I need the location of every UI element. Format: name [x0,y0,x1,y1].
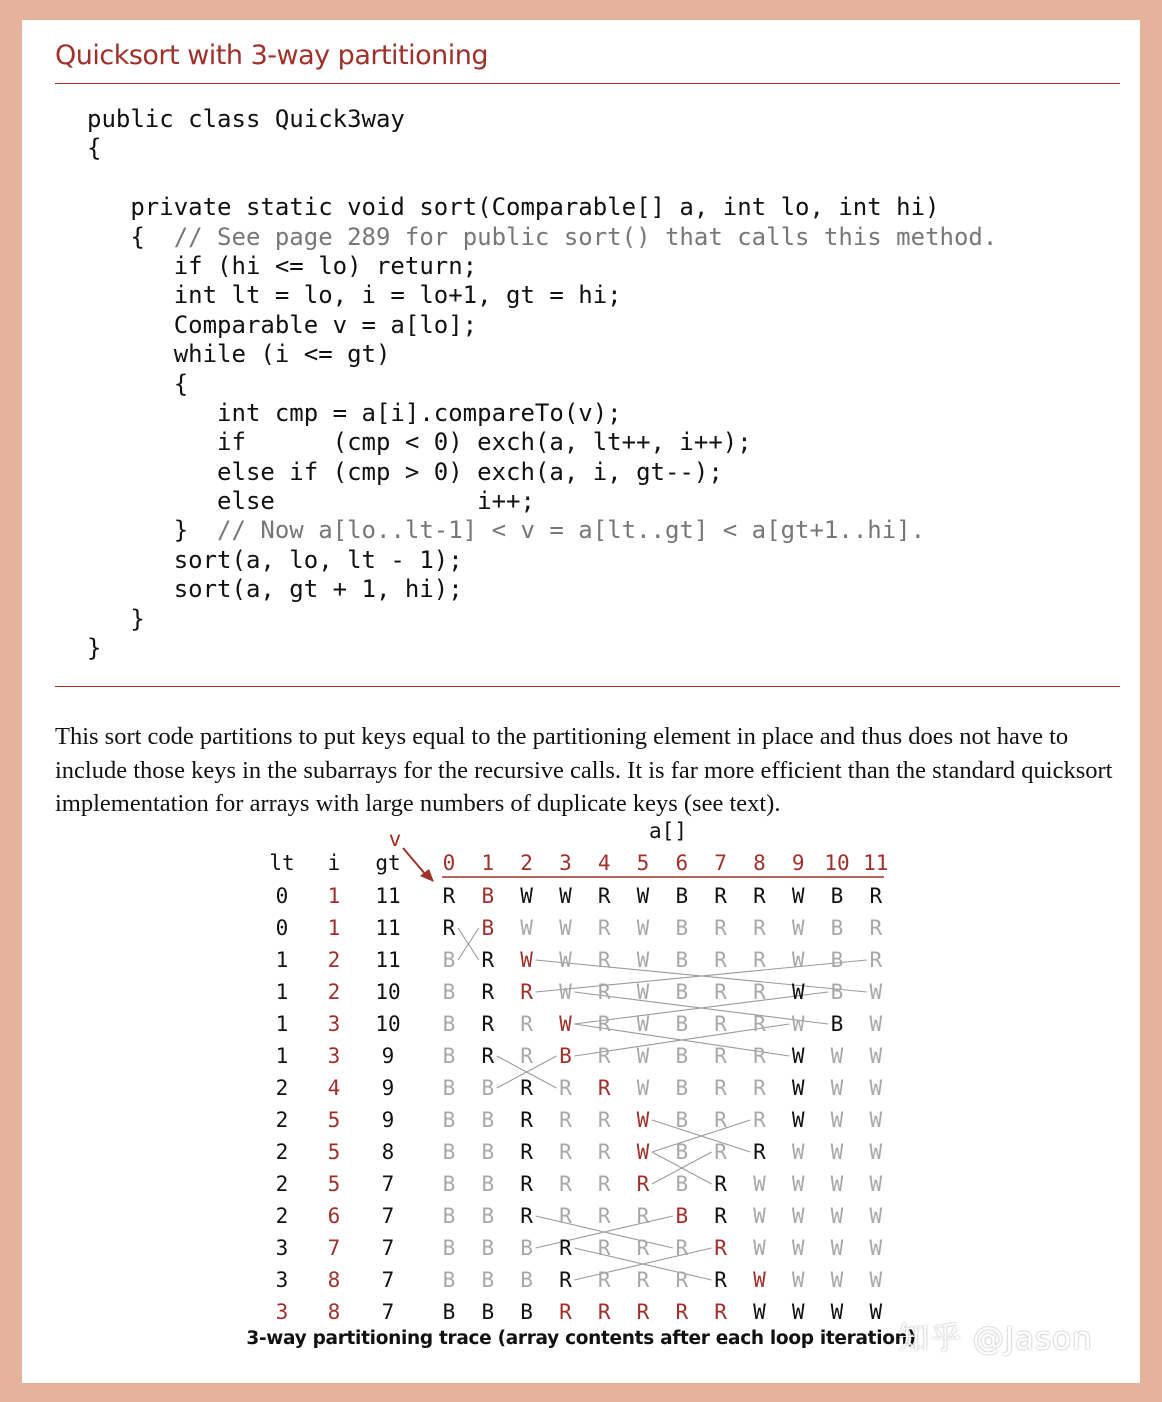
array-entry: R [559,1108,572,1132]
array-entry: B [520,1268,533,1292]
gt-value: 11 [375,916,401,940]
array-entry: R [714,980,727,1004]
array-entry: B [481,1076,495,1100]
array-entry: R [520,1076,533,1100]
i-value: 6 [327,1204,341,1228]
array-entry: B [481,1108,495,1132]
array-entry: R [869,916,883,940]
array-entry: W [791,1044,805,1068]
array-entry: B [442,948,456,972]
array-entry: R [714,1300,727,1324]
array-entry: W [869,1012,883,1036]
code-text: if (cmp < 0) exch(a, lt++, i++); [87,428,752,457]
lt-value: 2 [275,1204,289,1228]
lt-value: 3 [275,1268,289,1292]
array-entry: R [520,1108,533,1132]
array-entry: W [636,884,650,908]
i-value: 1 [327,884,341,908]
array-entry: R [753,884,766,908]
array-entry: W [869,1172,883,1196]
lt-value: 2 [275,1108,289,1132]
code-text: sort(a, gt + 1, hi); [87,575,463,604]
array-entry: W [830,1236,844,1260]
array-entry: B [442,1204,456,1228]
array-entry: W [753,1268,766,1292]
lt-value: 1 [275,1012,289,1036]
lt-value: 0 [275,916,289,940]
header-i: i [327,851,341,875]
gt-value: 7 [381,1172,395,1196]
array-entry: W [791,948,805,972]
array-entry: W [830,1268,844,1292]
array-entry: B [481,1172,495,1196]
array-entry: B [675,980,689,1004]
i-value: 5 [327,1172,341,1196]
code-text: public class Quick3way [87,105,405,133]
array-entry: R [714,1204,727,1228]
array-entry: R [481,1044,495,1068]
array-entry: B [442,1108,456,1132]
array-entry: W [520,884,533,908]
array-entry: W [559,884,572,908]
array-entry: B [520,1300,533,1324]
array-entry: W [636,1108,650,1132]
gt-value: 9 [381,1044,395,1068]
array-entry: R [597,1300,611,1324]
array-entry: B [442,1076,456,1100]
array-entry: B [481,1204,495,1228]
lt-value: 1 [275,1044,289,1068]
header-gt: gt [375,851,401,875]
array-entry: R [636,1204,650,1228]
array-entry: W [791,1300,805,1324]
array-entry: B [830,980,844,1004]
code-comment: // See page 289 for public sort() that calls this method. [173,222,998,251]
array-entry: W [830,1300,844,1324]
array-entry: W [830,1140,844,1164]
array-entry: W [791,980,805,1004]
array-entry: W [559,1012,572,1036]
code-text: } [87,604,145,633]
code-text: { [87,369,189,398]
array-entry: B [442,1236,456,1260]
array-entry: R [714,1108,727,1132]
code-text: } [87,634,102,663]
array-entry: B [559,1044,572,1068]
i-value: 3 [327,1044,341,1068]
v-label: v [388,827,402,851]
array-entry: W [636,1012,650,1036]
lt-value: 1 [275,948,289,972]
array-entry: R [636,1172,650,1196]
array-entry: R [559,1204,572,1228]
header-lt: lt [269,851,295,875]
array-entry: R [559,1300,572,1324]
index-label: 4 [597,851,611,875]
array-entry: B [675,1172,689,1196]
array-entry: R [714,1236,727,1260]
gt-value: 9 [381,1076,395,1100]
array-entry: W [869,1300,883,1324]
v-arrow [403,848,426,875]
array-entry: B [442,1172,456,1196]
i-value: 7 [327,1236,341,1260]
figure-page [22,20,1140,1383]
array-entry: R [597,1204,611,1228]
array-entry: R [636,1300,650,1324]
array-entry: R [714,1012,727,1036]
array-entry: R [753,1076,766,1100]
array-entry: B [481,1236,495,1260]
array-entry: R [675,1300,689,1324]
array-entry: W [830,1172,844,1196]
array-entry: R [597,980,611,1004]
array-entry: R [597,1236,611,1260]
array-entry: R [597,1268,611,1292]
code-text: Comparable v = a[lo]; [87,310,478,339]
array-entry: R [442,916,456,940]
array-entry: R [753,980,766,1004]
array-entry: W [869,1076,883,1100]
i-value: 8 [327,1300,341,1324]
gt-value: 10 [375,980,401,1004]
array-entry: W [753,1172,766,1196]
array-entry: R [481,948,495,972]
index-label: 1 [481,851,495,875]
array-entry: R [714,948,727,972]
i-value: 5 [327,1108,341,1132]
array-entry: W [753,1204,766,1228]
array-entry: R [714,1268,727,1292]
array-entry: B [675,916,689,940]
i-value: 3 [327,1012,341,1036]
array-entry: W [559,980,572,1004]
description: This sort code partitions to put keys equal to the partitioning element in place and thus does not have to include those keys in the subarrays for the recursive calls. It is far more efficient than the standard quicksort implementation for arrays with large numbers of duplicate keys (see text). [55,723,1113,817]
array-entry: R [597,1012,611,1036]
index-label: 2 [520,851,533,875]
array-entry: R [559,1140,572,1164]
i-value: 2 [327,980,341,1004]
array-entry: R [753,1140,766,1164]
array-entry: R [714,1044,727,1068]
array-entry: B [481,916,495,940]
array-entry: R [636,1236,650,1260]
code-text: int lt = lo, i = lo+1, gt = hi; [87,281,622,310]
array-entry: W [869,1236,883,1260]
array-entry: B [442,1044,456,1068]
index-label: 8 [753,851,766,875]
array-entry: B [830,916,844,940]
array-entry: R [714,1172,727,1196]
array-entry: W [791,1236,805,1260]
array-entry: R [597,884,611,908]
array-entry: W [636,916,650,940]
array-entry: W [869,1044,883,1068]
code-text: else if (cmp > 0) exch(a, i, gt--); [87,457,723,486]
array-entry: B [675,1044,689,1068]
array-entry: R [520,1012,533,1036]
array-label: a[] [649,819,687,843]
array-entry: W [636,1140,650,1164]
array-entry: R [714,1140,727,1164]
array-entry: B [830,948,844,972]
index-label: 11 [863,851,889,875]
i-value: 1 [327,916,341,940]
array-entry: R [675,1236,689,1260]
array-entry: W [830,1076,844,1100]
array-entry: R [597,1044,611,1068]
index-label: 10 [824,851,850,875]
array-entry: R [869,884,883,908]
code-text: { [87,222,174,251]
array-entry: W [791,1076,805,1100]
code-text: while (i <= gt) [87,340,391,369]
gt-value: 7 [381,1204,395,1228]
array-entry: R [481,1012,495,1036]
array-entry: B [830,884,844,908]
gt-value: 11 [375,884,401,908]
array-entry: W [791,884,805,908]
array-entry: B [675,1012,689,1036]
array-entry: R [869,948,883,972]
lt-value: 3 [275,1300,289,1324]
array-entry: W [636,1044,650,1068]
array-entry: W [559,948,572,972]
code-text: int cmp = a[i].compareTo(v); [87,398,622,427]
figure-title: Quicksort with 3-way partitioning [55,40,489,71]
array-entry: W [753,1236,766,1260]
array-entry: R [520,980,533,1004]
array-entry: W [636,1076,650,1100]
index-label: 7 [714,851,727,875]
array-entry: R [597,1140,611,1164]
array-entry: W [791,1268,805,1292]
array-entry: B [442,1012,456,1036]
array-entry: R [597,916,611,940]
array-entry: R [559,1268,572,1292]
array-entry: B [675,1108,689,1132]
array-entry: R [559,1076,572,1100]
trace-caption: 3-way partitioning trace (array contents after each loop iteration) [246,1328,916,1349]
array-entry: W [791,1108,805,1132]
array-entry: R [753,916,766,940]
array-entry: R [714,884,727,908]
array-entry: W [869,1268,883,1292]
array-entry: W [559,916,572,940]
array-entry: R [753,1044,766,1068]
code-comment: // Now a[lo..lt-1] < v = a[lt..gt] < a[gt+1..hi]. [217,516,926,545]
array-entry: R [597,1108,611,1132]
array-entry: R [597,1172,611,1196]
array-entry: R [481,980,495,1004]
array-entry: B [481,884,495,908]
array-entry: B [675,1076,689,1100]
array-entry: R [597,1076,611,1100]
index-label: 5 [636,851,650,875]
array-entry: B [675,948,689,972]
array-entry: R [520,1140,533,1164]
lt-value: 1 [275,980,289,1004]
array-entry: B [442,980,456,1004]
gt-value: 11 [375,948,401,972]
array-entry: B [675,1204,689,1228]
array-entry: W [830,1204,844,1228]
lt-value: 2 [275,1172,289,1196]
array-entry: W [869,1140,883,1164]
gt-value: 7 [381,1236,395,1260]
code-text: } [87,516,218,545]
code-text: if (hi <= lo) return; [87,251,478,280]
array-entry: W [520,948,533,972]
array-entry: W [869,1204,883,1228]
code-text: else i++; [87,487,535,516]
lt-value: 2 [275,1140,289,1164]
array-entry: R [675,1268,689,1292]
code-text: sort(a, lo, lt - 1); [87,545,463,574]
index-label: 6 [675,851,689,875]
gt-value: 10 [375,1012,401,1036]
array-entry: R [520,1044,533,1068]
index-label: 9 [791,851,805,875]
array-entry: R [753,1108,766,1132]
array-entry: B [442,1140,456,1164]
array-entry: R [520,1204,533,1228]
gt-value: 7 [381,1268,395,1292]
i-value: 4 [327,1076,341,1100]
array-entry: R [559,1236,572,1260]
array-entry: W [791,1204,805,1228]
array-entry: B [520,1236,533,1260]
array-entry: R [636,1268,650,1292]
partition-trace [22,20,1140,1383]
array-entry: W [636,948,650,972]
array-entry: W [753,1300,766,1324]
array-entry: W [830,1108,844,1132]
array-entry: B [481,1140,495,1164]
gt-value: 7 [381,1300,395,1324]
array-entry: R [714,916,727,940]
gt-value: 9 [381,1108,395,1132]
i-value: 5 [327,1140,341,1164]
array-entry: R [520,1172,533,1196]
array-entry: B [442,1300,456,1324]
array-entry: W [791,1012,805,1036]
array-entry: W [869,1108,883,1132]
array-entry: B [481,1300,495,1324]
array-entry: R [597,948,611,972]
array-entry: B [481,1268,495,1292]
lt-value: 2 [275,1076,289,1100]
array-entry: B [442,1268,456,1292]
array-entry: R [442,884,456,908]
array-entry: R [714,1076,727,1100]
array-entry: B [675,884,689,908]
array-entry: W [791,916,805,940]
array-entry: W [636,980,650,1004]
code-text: { [87,134,102,163]
array-entry: W [791,1172,805,1196]
code-text: private static void sort(Comparable[] a, int lo, int hi) [87,193,940,222]
array-entry: W [830,1044,844,1068]
array-entry: B [830,1012,844,1036]
gt-value: 8 [381,1140,395,1164]
lt-value: 0 [275,884,289,908]
watermark: 知乎 @Jason [898,1321,1093,1357]
array-entry: B [675,1140,689,1164]
i-value: 8 [327,1268,341,1292]
array-entry: R [753,948,766,972]
array-entry: R [753,1012,766,1036]
array-entry: W [869,980,883,1004]
index-label: 0 [442,851,456,875]
lt-value: 3 [275,1236,289,1260]
array-entry: R [559,1172,572,1196]
array-entry: W [791,1140,805,1164]
index-label: 3 [559,851,572,875]
i-value: 2 [327,948,341,972]
array-entry: W [520,916,533,940]
